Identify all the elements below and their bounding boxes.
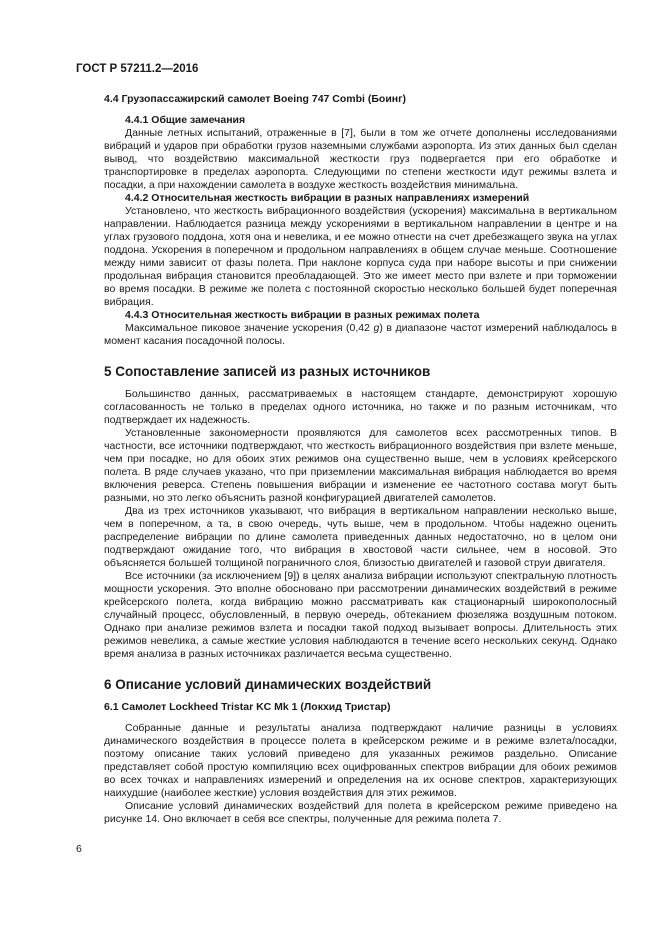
paragraph: Большинство данных, рассматриваемых в настоящем стандарте, демонстрируют хорошую согласованность не только в пределах одного источника, но также и по разным источникам, что подтверждает их надежность. bbox=[104, 388, 617, 426]
document-body bbox=[104, 93, 617, 826]
document-header: ГОСТ Р 57211.2—2016 bbox=[76, 63, 199, 75]
section-5-title: 5 Сопоставление записей из разных источников bbox=[104, 364, 431, 379]
section-6-1-title: 6.1 Самолет Lockheed Tristar KC Mk 1 (Локхид Тристар) bbox=[104, 701, 391, 713]
section-4-4-1-title: 4.4.1 Общие замечания bbox=[125, 114, 246, 126]
paragraph: Данные летных испытаний, отраженные в [7], были в том же отчете дополнены исследованиями вибраций и ударов при обработки грузов наземными службами аэропорта. Из этих данных был сделан вывод, что воздействию максимальной жесткости груз подвергается при его обработке и транспортировке в пределах аэропорта. Следующими по степени жесткости идут режимы взлета и посадки, а при нахождении самолета в воздухе жесткость воздействия минимальна. bbox=[104, 127, 617, 191]
symbol-g: g bbox=[373, 322, 380, 334]
paragraph: Собранные данные и результаты анализа подтверждают наличие разницы в условиях динамического воздействия в процессе полета в крейсерском режиме и в режиме взлета/посадки, поэтому описание таких условий приведено для указанных режимов раздельно. Описание представляет собой простую компиляцию всех оцифрованных спектров вибрации для обоих режимов во всех точках и направлениях измерений и определения на их основе спектров, характеризующих наихудшие (наиболее жесткие) условия воздействия для этих режимов. bbox=[104, 722, 617, 799]
text-run: Максимальное пиковое значение ускорения (0,42 bbox=[125, 322, 374, 334]
section-4-4-2-title: 4.4.2 Относительная жесткость вибрации в разных направлениях измерений bbox=[125, 192, 530, 204]
paragraph: Два из трех источников указывают, что вибрация в вертикальном направлении несколько выше, чем в поперечном, а та, в свою очередь, чуть выше, чем в продольном. Чтобы надежно оценить распределение вибрации по длине самолета приведенных данных недостаточно, но в целом они подтверждают ожидание того, что вибрация в хвостовой части сильнее, чем в носовой. Это объясняется большей толщиной пограничного слоя, близостью двигателей и газовой струи двигателя. bbox=[104, 505, 617, 569]
paragraph: Установленные закономерности проявляются для самолетов всех рассмотренных типов. В частности, все источники подтверждают, что жесткость вибрационного воздействия при взлете меньше, чем при посадке, но для обоих этих режимов она существенно выше, чем в условиях крейсерского полета. В ряде случаев указано, что при приземлении максимальная вибрация наблюдается во время включения реверса. Степень повышения вибрации и изменение ее частотного состава могут быть разными, но это легко объяснить разной конфигурацией двигателей самолетов. bbox=[104, 427, 617, 504]
paragraph bbox=[104, 322, 617, 348]
paragraph: Все источники (за исключением [9]) в целях анализа вибрации используют спектральную плотность мощности ускорения. Это вполне обосновано при рассмотрении динамических воздействий в режиме крейсерского полета, когда вибрацию можно рассматривать как стационарный широкополосный случайный процесс, обусловленный, в первую очередь, обтеканием фюзеляжа воздушным потоком. Однако при анализе режимов взлета и посадки такой подход вызывает вопросы. Длительность этих режимов невелика, а самые жесткие условия наблюдаются в течение всего нескольких секунд. Однако время анализа в разных источниках различается весьма существенно. bbox=[104, 570, 617, 660]
section-4-4-3-title: 4.4.3 Относительная жесткость вибрации в разных режимах полета bbox=[125, 309, 480, 321]
section-4-4-title: 4.4 Грузопассажирский самолет Boeing 747 Combi (Боинг) bbox=[104, 93, 406, 105]
page-number: 6 bbox=[76, 843, 82, 855]
paragraph: Описание условий динамических воздействий для полета в крейсерском режиме приведено на рисунке 14. Оно включает в себя все спектры, полученные для режима полета 7. bbox=[104, 800, 617, 825]
text-run: ) в диапазоне частот измерений наблюдалось в момент касания посадочной полосы. bbox=[104, 322, 617, 347]
paragraph: Установлено, что жесткость вибрационного воздействия (ускорения) максимальна в вертикальном направлении. Наблюдается разница между ускорениями в вертикальном направлении в центре и на углах грузового поддона, хотя она и невелика, и ее можно отнести на счет дребезжащего звука на углах поддона. Ускорения в поперечном и продольном направлениях в общем случае меньше. Соотношение между ними зависит от фазы полета. При наклоне корпуса суда при наборе высоты и при снижении продольная вибрация становится преобладающей. Это же имеет место при взлете и при торможении во время посадки. В режиме же полета с постоянной скоростью несколько большей будет поперечная вибрация. bbox=[104, 205, 617, 308]
section-6-title: 6 Описание условий динамических воздействий bbox=[104, 677, 432, 692]
